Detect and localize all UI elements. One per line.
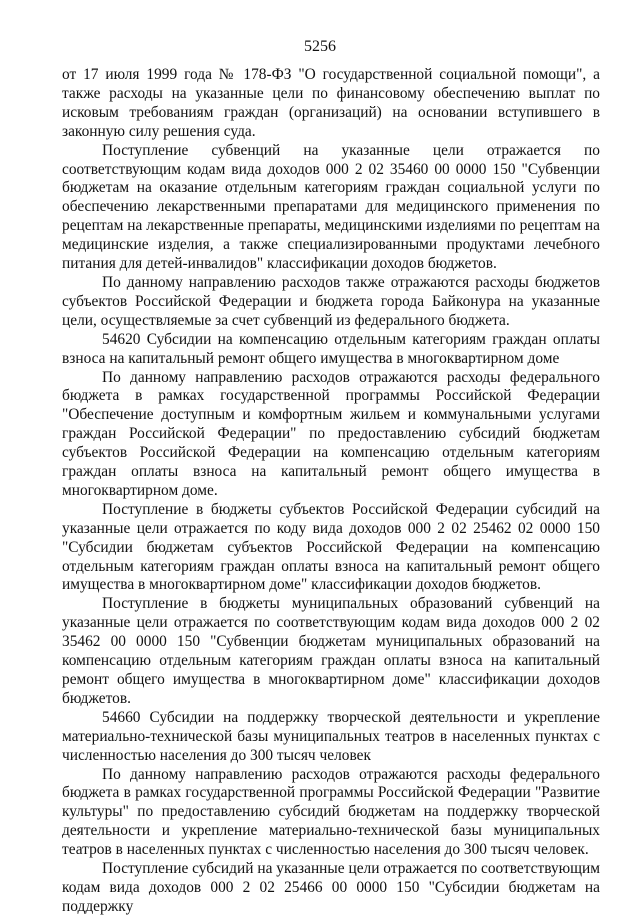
page-number: 5256 (304, 38, 336, 55)
paragraph-10: Поступление субсидий на указанные цели отражается по соответствующим кодам вида доходов 000 2 02 25466 00 0000 150 "Субсидии бюджетам на поддержку (62, 860, 600, 915)
paragraph-8-heading-54660: 54660 Субсидии на поддержку творческой деятельности и укрепление материально-технической базы муниципальных театров в населенных пунктах с численностью населения до 300 тысяч человек (62, 708, 600, 764)
paragraph-4-heading-54620: 54620 Субсидии на компенсацию отдельным категориям граждан оплаты взноса на капитальный ремонт общего имущества в многоквартирном доме (62, 330, 600, 367)
paragraph-1: от 17 июля 1999 года № 178-ФЗ "О государственной социальной помощи", а также расходы на указанные цели по финансовому обеспечению выплат по исковым требованиям граждан (организаций) на основании вступившего в законную силу решения суда. (62, 66, 600, 140)
paragraph-9: По данному направлению расходов отражаются расходы федерального бюджета в рамках государственной программы Российской Федерации "Развитие культуры" по предоставлению субсидий бюджетам на поддержку творческой деятельности и укрепление материально-технической базы муниципальных театров в населенных пунктах с численностью населения до 300 тысяч человек. (62, 765, 600, 859)
paragraph-6: Поступление в бюджеты субъектов Российской Федерации субсидий на указанные цели отражается по коду вида доходов 000 2 02 25462 02 0000 150 "Субсидии бюджетам субъектов Российской Федерации на компенсацию отдельным категориям граждан оплаты взноса на капитальный ремонт общего имущества в многоквартирном доме" классификации доходов бюджетов. (62, 500, 600, 594)
page-body (62, 66, 600, 917)
paragraph-3: По данному направлению расходов также отражаются расходы бюджетов субъектов Российской Федерации и бюджета города Байконура на указанные цели, осуществляемые за счет субвенций из федерального бюджета. (62, 273, 600, 329)
paragraph-7: Поступление в бюджеты муниципальных образований субвенций на указанные цели отражается по соответствующим кодам вида доходов 000 2 02 35462 00 0000 150 "Субвенции бюджетам муниципальных образований на компенсацию отдельным категориям граждан оплаты взноса на капитальный ремонт общего имущества в многоквартирном доме" классификации доходов бюджетов. (62, 595, 600, 707)
paragraph-2: Поступление субвенций на указанные цели отражается по соответствующим кодам вида доходов 000 2 02 35460 00 0000 150 "Субвенции бюджетам на оказание отдельным категориям граждан социальной услуги по обеспечению лекарственными препаратами для медицинского применения по рецептам на лекарственные препараты, медицинскими изделиями по рецептам на медицинские изделия, а также специализированными продуктами лечебного питания для детей-инвалидов" классификации доходов бюджетов. (62, 141, 600, 273)
paragraph-5: По данному направлению расходов отражаются расходы федерального бюджета в рамках государственной программы Российской Федерации "Обеспечение доступным и комфортным жильем и коммунальными услугами граждан Российской Федерации" по предоставлению субсидий бюджетам субъектов Российской Федерации на компенсацию отдельным категориям граждан оплаты взноса на капитальный ремонт общего имущества в многоквартирном доме. (62, 368, 600, 499)
